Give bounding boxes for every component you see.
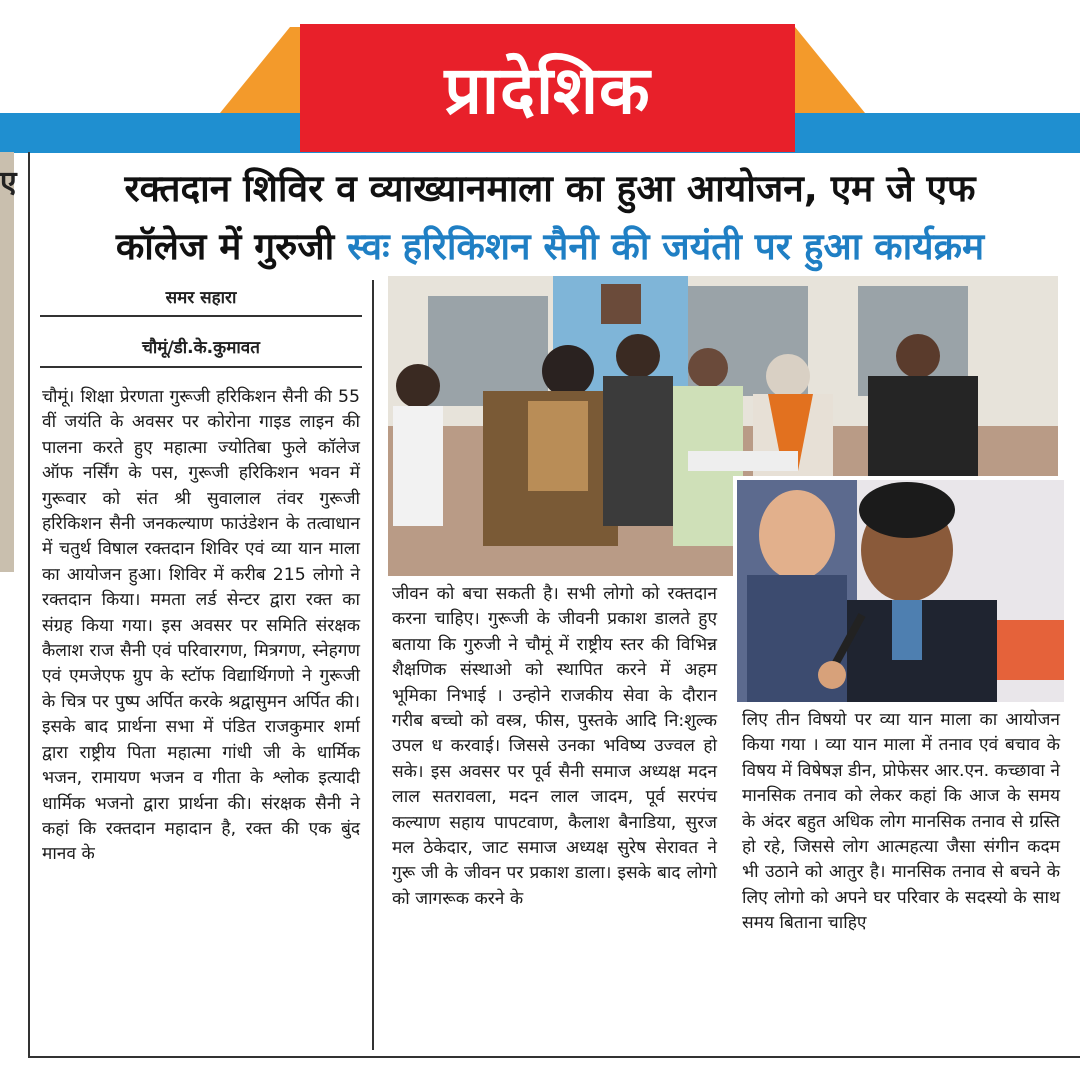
left-frame-rule	[28, 152, 30, 1057]
header-orange-right	[795, 27, 865, 113]
article-column-2: जीवन को बचा सकती है। सभी लोगो को रक्तदान करना चाहिए। गुरूजी के जीवनी प्रकाश डालते हुए बताया कि गुरुजी ने चौमूं में राष्ट्रीय स्तर की विभिन्न शैक्षणिक संस्थाओ को स्थापित करने में अहम भूमिका निभाई । उन्होने राजकीय सेवा के दौरान गरीब बच्चो को वस्त्र, फीस, पुस्तके आदि नि:शुल्क उपल ध करवाई। जिससे उनका भविष्य उज्वल हो सके। इस अवसर पर पूर्व सैनी समाज अध्यक्ष मदन लाल सतरावला, मदन लाल जादम, पूर्व सरपंच कल्याण सहाय पापटवाण, कैलाश बैनाडिया, सुरज मल ठेकेदार, जाट समाज अध्यक्ष सुरेष सेरावत ने गुरू जी के जीवन पर प्रकाश डाला। इसके बाद लोगो को जागरूक करने के	[392, 584, 717, 909]
reporter-byline: चौमूं/डी.के.कुमावत	[142, 338, 260, 358]
article-column-1: चौमूं। शिक्षा प्रेरणता गुरूजी हरिकिशन सैनी की 55 वीं जयंति के अवसर पर कोरोना गाइड लाइन की पालना करते हुए महात्मा ज्योतिबा फुले कॉलेज ऑफ नर्सिंग के पस, गुरूजी हरिकिशन भवन में गुरूवार को संत श्री सुवालाल तंवर गुरूजी हरिकिशन सैनी जनकल्याण फाउंडेशन के तत्वाधान में चतुर्थ विषाल रक्तदान शिविर एवं व्या यान माला का आयोजन हुआ। शिविर में करीब 215 लोगो ने रक्तदान किया। ममता लर्ड सेन्टर द्वारा रक्त का संग्रह किया गया। इस अवसर पर समिति संरक्षक कैलाश राज सैनी एवं परिवारगण, मित्रगण, स्नेहगण एवं एमजेएफ ग्रुप के स्टॉफ विद्यार्थिगणो ने गुरूजी के चित्र पर पुष्प अर्पित करके श्रद्वासुमन अर्पित की। इसके बाद प्रार्थना सभा में पंडित राजकुमार शर्मा द्वारा राष्ट्रीय पिता महात्मा गांधी जी के धार्मिक भजन, रामायण भजन व गीता के श्लोक इत्यादी धार्मिक भजनो द्वारा प्रार्थना की। संरक्षक सैनी ने कहां कि रक्तदान महादान है, रक्त की एक बुंद मानव के	[42, 387, 360, 865]
section-title: प्रादेशिक	[444, 52, 651, 129]
article-headline	[40, 160, 1060, 276]
headline-line-2-black: कॉलेज में गुरुजी	[115, 225, 348, 268]
header-orange-left	[220, 27, 290, 113]
neighbor-photo-strip	[0, 152, 14, 572]
byline-rule-1	[40, 315, 362, 317]
publication-byline: समर सहारा	[165, 288, 237, 308]
section-title-box	[300, 24, 795, 152]
column-divider	[372, 280, 374, 1050]
headline-line-2	[40, 218, 1060, 276]
headline-line-1: रक्तदान शिविर व व्याख्यानमाला का हुआ आयोजन, एम जे एफ	[124, 167, 976, 210]
speaker-photo	[733, 476, 1064, 702]
neighbor-headline-fragment: ए	[0, 165, 17, 200]
bottom-frame-rule	[28, 1056, 1080, 1058]
headline-line-2-blue: स्वः हरिकिशन सैनी की जयंती पर हुआ कार्यक्रम	[347, 225, 985, 268]
byline-rule-2	[40, 366, 362, 368]
speaker-photo-illustration	[737, 480, 1064, 702]
article-column-3: लिए तीन विषयो पर व्या यान माला का आयोजन किया गया । व्या यान माला में तनाव एवं बचाव के विषय में विषेषज्ञ डीन, प्रोफेसर आर.एन. कच्छावा ने मानसिक तनाव को लेकर कहां कि आज के समय के अंदर बहुत अधिक लोग मानसिक तनाव से ग्रस्ति हो रहे, जिससे लोग आत्महत्या जैसा संगीन कदम भी उठाने को आतुर है। मानसिक तनाव से बचने के लिए लोगो को अपने घर परिवार के सदस्यो के साथ समय बिताना चाहिए	[742, 710, 1060, 934]
